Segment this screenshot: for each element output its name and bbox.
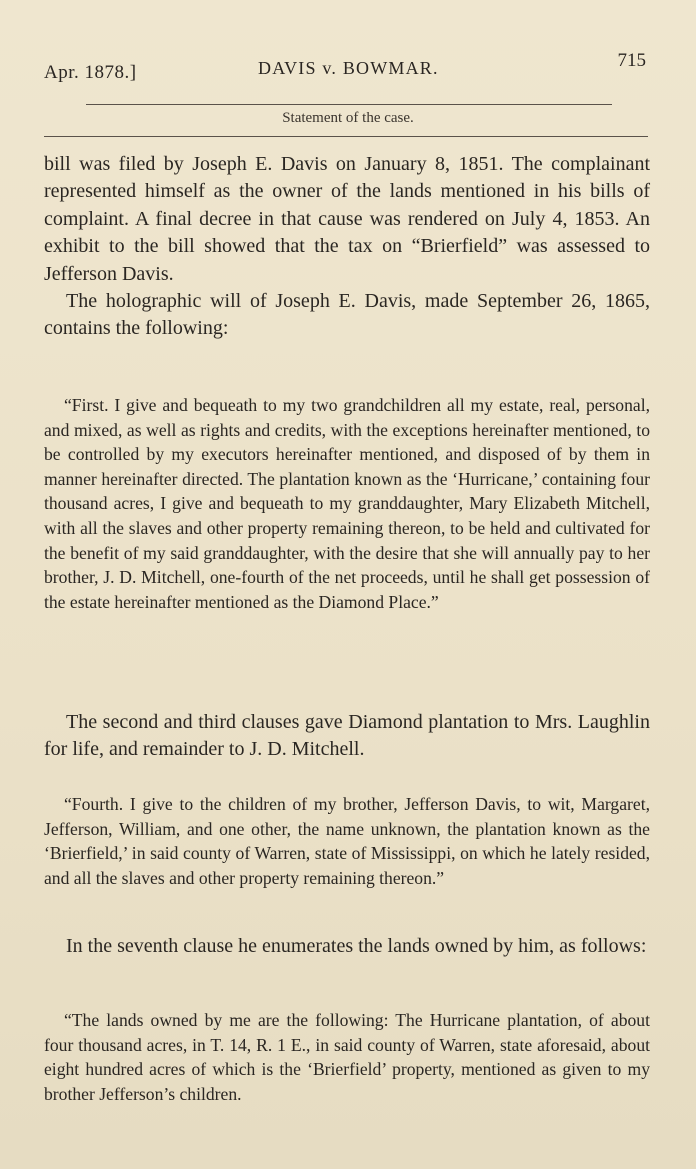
second-third-clauses-block [44,709,650,764]
seventh-clause-block [44,933,650,960]
header-date: Apr. 1878.] [44,62,137,83]
quote-lands-owned: “The lands owned by me are the following: The Hurricane plantation, of about four thousand acres, in T. 14, R. 1 E., in said county of Warren, state aforesaid, about eight hundred acres of which is the ‘Brierfield’ property, mentioned as given to my brother Jefferson’s children. [44,1010,650,1104]
paragraph-bill-filed: bill was filed by Joseph E. Davis on January 8, 1851. The complainant represented himself as the owner of the lands mentioned in his bills of complaint. A final decree in that cause was rendered on July 4, 1853. An exhibit to the bill showed that the tax on “Brierfield” was assessed to Jefferson Davis. [44,153,650,285]
header-rule [86,104,612,105]
paragraph-holographic-will: The holographic will of Joseph E. Davis, made September 26, 1865, contains the following: [44,290,650,340]
quote-fourth-clause-block [44,792,650,890]
subheading-rule [44,136,648,137]
section-subheading: Statement of the case. [282,110,414,126]
quote-first-clause-block [44,393,650,614]
paragraph-seventh-clause: In the seventh clause he enumerates the lands owned by him, as follows: [66,935,647,957]
opening-block [44,151,650,343]
quote-fourth-clause: “Fourth. I give to the children of my brother, Jefferson Davis, to wit, Margaret, Jefferson, William, and one other, the name unknown, the plantation known as the ‘Brierfield,’ in said county of Warren, state of Mississippi, on which he lately resided, and all the slaves and other property remaining thereon.” [44,794,650,888]
paragraph-second-third-clauses: The second and third clauses gave Diamond plantation to Mrs. Laughlin for life, and remainder to J. D. Mitchell. [44,711,650,761]
header-case-title: DAVIS v. BOWMAR. [258,58,439,78]
running-header [44,50,646,90]
page-number: 715 [617,50,646,71]
quote-first-clause: “First. I give and bequeath to my two grandchildren all my estate, real, personal, and mixed, as well as rights and credits, with the exceptions hereinafter mentioned, to be controlled by my executors hereinafter mentioned, and disposed of by them in manner hereinafter directed. The plantation known as the ‘Hurricane,’ containing four thousand acres, I give and bequeath to my granddaughter, Mary Elizabeth Mitchell, with all the slaves and other property remaining thereon, to be held and cultivated for the benefit of my said granddaughter, with the desire that she will annually pay to her brother, J. D. Mitchell, one-fourth of the net proceeds, until he shall get possession of the estate hereinafter mentioned as the Diamond Place.” [44,395,650,612]
quote-lands-owned-block [44,1008,650,1106]
